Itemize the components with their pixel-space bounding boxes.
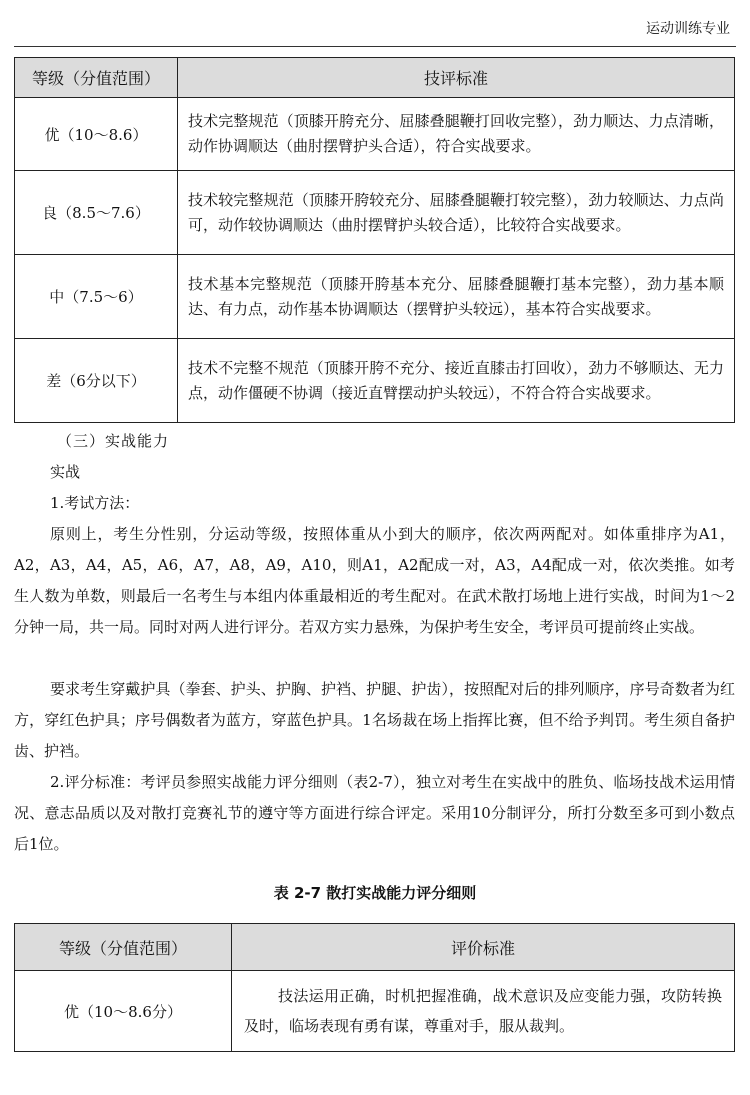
table-header-row — [15, 924, 735, 971]
table-row — [15, 255, 735, 339]
criteria-cell: 技术较完整规范（顶膝开胯较充分、屈膝叠腿鞭打较完整），劲力较顺达、力点尚可，动作较协调顺达（曲肘摆臂护头较合适），比较符合实战要求。 — [178, 171, 735, 255]
criteria-cell: 技法运用正确，时机把握准确，战术意识及应变能力强，攻防转换及时，临场表现有勇有谋，尊重对手，服从裁判。 — [232, 971, 735, 1052]
criteria-cell: 技术基本完整规范（顶膝开胯基本充分、屈膝叠腿鞭打基本完整），劲力基本顺达、有力点，动作基本协调顺达（摆臂护头较远），基本符合实战要求。 — [178, 255, 735, 339]
grade-cell: 良（8.5～7.6） — [15, 171, 178, 255]
column-header-criteria: 评价标准 — [232, 924, 735, 971]
table-row — [15, 339, 735, 423]
page-header: 运动训练专业 — [646, 21, 730, 37]
technique-rating-table — [14, 57, 735, 423]
table-caption: 表 2-7 散打实战能力评分细则 — [273, 884, 477, 902]
grade-cell: 差（6分以下） — [15, 339, 178, 423]
header-rule — [14, 46, 736, 47]
table-row — [15, 98, 735, 171]
column-header-grade: 等级（分值范围） — [15, 924, 232, 971]
criteria-cell: 技术不完整不规范（顶膝开胯不充分、接近直膝击打回收），劲力不够顺达、无力点，动作僵硬不协调（接近直臂摆动护头较远），不符合符合实战要求。 — [178, 339, 735, 423]
grade-cell: 中（7.5～6） — [15, 255, 178, 339]
column-header-grade: 等级（分值范围） — [15, 58, 178, 98]
combat-rating-table — [14, 923, 735, 1052]
column-header-criteria: 技评标准 — [178, 58, 735, 98]
table-row — [15, 171, 735, 255]
subheading: 实战 — [50, 463, 81, 481]
grade-cell: 优（10～8.6） — [15, 98, 178, 171]
method-title: 1.考试方法： — [50, 494, 140, 512]
table-header-row — [15, 58, 735, 98]
paragraph-equipment: 要求考生穿戴护具（拳套、护头、护胸、护裆、护腿、护齿），按照配对后的排列顺序，序号奇数者为红方，穿红色护具；序号偶数者为蓝方，穿蓝色护具。1名场裁在场上指挥比赛，但不给予判罚。考生须自备护齿、护裆。 — [14, 680, 735, 760]
section-heading: （三）实战能力 — [57, 432, 170, 450]
table-row — [15, 971, 735, 1052]
paragraph-scoring: 2.评分标准：考评员参照实战能力评分细则（表2-7），独立对考生在实战中的胜负、临场技战术运用情况、意志品质以及对散打竞赛礼节的遵守等方面进行综合评定。采用10分制评分，所打分数至多可到小数点后1位。 — [14, 773, 735, 853]
criteria-cell: 技术完整规范（顶膝开胯充分、屈膝叠腿鞭打回收完整），劲力顺达、力点清晰，动作协调顺达（曲肘摆臂护头合适），符合实战要求。 — [178, 98, 735, 171]
paragraph-method: 原则上，考生分性别，分运动等级，按照体重从小到大的顺序，依次两两配对。如体重排序为A1，A2，A3，A4，A5，A6，A7，A8，A9，A10，则A1，A2配成一对，A3，A4配成一对，依次类推。如考生人数为单数，则最后一名考生与本组内体重最相近的考生配对。在武术散打场地上进行实战，时间为1～2分钟一局，共一局。同时对两人进行评分。若双方实力悬殊，为保护考生安全，考评员可提前终止实战。 — [14, 525, 735, 636]
grade-cell: 优（10～8.6分） — [15, 971, 232, 1052]
